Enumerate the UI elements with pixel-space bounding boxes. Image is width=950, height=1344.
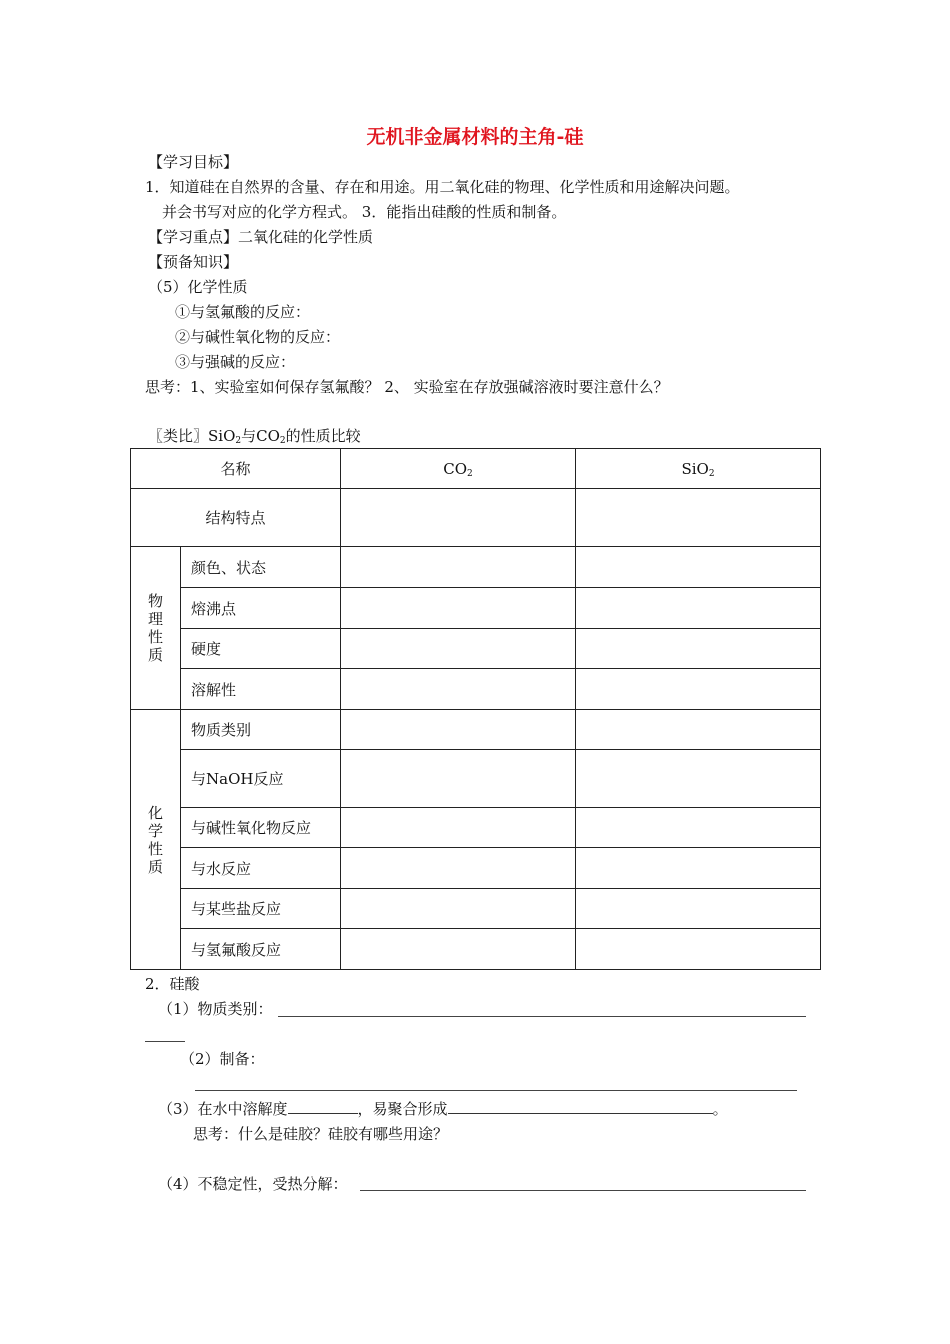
prep-header: 【预备知识】 — [148, 253, 239, 271]
think-question-2: 思考：什么是硅胶？硅胶有哪些用途？ — [193, 1125, 449, 1143]
cell-blank — [341, 669, 576, 710]
prop-item-strong-base: ③与强碱的反应： — [175, 353, 296, 371]
row-label-hardness: 硬度 — [181, 629, 341, 669]
compare-caption: 〖类比〗SiO$_2$与$CO_2$的性质比较 — [148, 427, 361, 446]
answer-line — [360, 1190, 806, 1191]
row-label-structure: 结构特点 — [131, 489, 341, 547]
cell-blank — [341, 588, 576, 629]
cell-blank — [576, 808, 821, 848]
cell-blank — [576, 929, 821, 970]
row-label-basic-oxide: 与碱性氧化物反应 — [181, 808, 341, 848]
silicic-item-4: （4）不稳定性，受热分解： — [158, 1175, 348, 1193]
comparison-table — [130, 448, 821, 970]
objectives-line-2: 并会书写对应的化学方程式。 3．能指出硅酸的性质和制备。 — [162, 203, 567, 221]
chem-props-header: （5）化学性质 — [148, 278, 248, 296]
row-label-solubility: 溶解性 — [181, 669, 341, 710]
row-label-melting-boiling: 熔沸点 — [181, 588, 341, 629]
table-row — [131, 710, 821, 750]
cell-blank — [576, 669, 821, 710]
think-question-1: 思考：1、实验室如何保存氢氟酸？ 2、 实验室在存放强碱溶液时要注意什么？ — [145, 378, 669, 396]
cell-blank — [341, 710, 576, 750]
table-row — [131, 889, 821, 929]
cell-blank — [576, 489, 821, 547]
prop-item-hf: ①与氢氟酸的反应： — [175, 303, 311, 321]
cell-blank — [576, 889, 821, 929]
answer-line — [145, 1041, 185, 1042]
group-label-chemical: 化 学 性 质 — [131, 710, 181, 970]
cell-blank — [341, 629, 576, 669]
table-row — [131, 629, 821, 669]
cell-blank — [341, 808, 576, 848]
cell-blank — [341, 489, 576, 547]
cell-blank — [341, 889, 576, 929]
table-row — [131, 750, 821, 808]
silicic-item-2: （2）制备： — [180, 1050, 265, 1068]
table-row — [131, 848, 821, 889]
row-label-water: 与水反应 — [181, 848, 341, 889]
row-label-substance-class: 物质类别 — [181, 710, 341, 750]
silicic-item-3: （3）在水中溶解度 ，易聚合形成 。 — [158, 1100, 728, 1118]
table-row — [131, 669, 821, 710]
row-label-naoh: 与NaOH反应 — [181, 750, 341, 808]
row-label-color-state: 颜色、状态 — [181, 547, 341, 588]
table-header-row — [131, 449, 821, 489]
blank-solubility — [288, 1099, 358, 1114]
cell-blank — [341, 929, 576, 970]
prop-item-basic-oxide: ②与碱性氧化物的反应： — [175, 328, 341, 346]
table-row — [131, 489, 821, 547]
row-label-salts: 与某些盐反应 — [181, 889, 341, 929]
table-row — [131, 808, 821, 848]
page-title: 无机非金属材料的主角-硅 — [366, 126, 584, 148]
cell-blank — [576, 588, 821, 629]
cell-blank — [576, 629, 821, 669]
cell-blank — [576, 547, 821, 588]
table-row — [131, 588, 821, 629]
key-point: 【学习重点】二氧化硅的化学性质 — [148, 228, 374, 246]
answer-line — [278, 1016, 806, 1017]
cell-blank — [341, 547, 576, 588]
table-row — [131, 547, 821, 588]
cell-blank — [576, 848, 821, 889]
cell-blank — [341, 848, 576, 889]
cell-blank — [576, 710, 821, 750]
objectives-header: 【学习目标】 — [148, 153, 239, 171]
group-label-physical: 物 理 性 质 — [131, 547, 181, 710]
header-co2: $CO_2$ — [341, 449, 576, 489]
cell-blank — [576, 750, 821, 808]
silicic-header: 2．硅酸 — [145, 975, 200, 993]
blank-polymer — [448, 1099, 713, 1114]
table-row — [131, 929, 821, 970]
cell-blank — [341, 750, 576, 808]
objectives-line-1: 1．知道硅在自然界的含量、存在和用途。用二氧化硅的物理、化学性质和用途解决问题。 — [145, 178, 740, 196]
header-name: 名称 — [131, 449, 341, 489]
row-label-hf: 与氢氟酸反应 — [181, 929, 341, 970]
header-sio2: SiO$_2$ — [576, 449, 821, 489]
answer-line — [195, 1090, 797, 1091]
silicic-item-1: （1）物质类别： — [158, 1000, 273, 1018]
